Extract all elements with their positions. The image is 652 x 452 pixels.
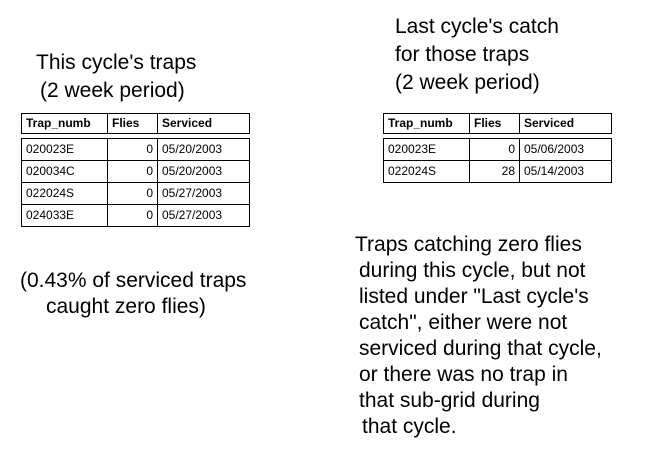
column-header-flies: Flies	[107, 114, 157, 133]
zero-flies-percentage-note	[20, 268, 246, 320]
heading-line: This cycle's traps	[36, 51, 197, 74]
table-row	[384, 160, 611, 182]
flies-cell: 0	[107, 139, 157, 160]
note-line: or there was no trap in	[359, 363, 568, 386]
serviced-date-cell: 05/14/2003	[519, 161, 611, 182]
serviced-date-cell: 05/20/2003	[157, 161, 249, 182]
explanation-note	[355, 232, 602, 440]
last-cycle-table	[383, 113, 612, 183]
table-row	[22, 204, 249, 226]
trap-number-cell: 020023E	[388, 142, 437, 156]
flies-cell: 0	[107, 205, 157, 226]
heading-line: for those traps	[395, 43, 530, 66]
flies-cell: 28	[469, 161, 519, 182]
heading-line: (2 week period)	[40, 79, 185, 102]
note-line: caught zero flies)	[46, 295, 206, 318]
note-line: Traps catching zero flies	[355, 233, 582, 256]
serviced-date-cell: 05/06/2003	[519, 139, 611, 160]
column-header-serviced: Serviced	[157, 114, 249, 133]
table-row	[384, 139, 611, 160]
serviced-date-cell: 05/27/2003	[157, 205, 249, 226]
trap-number-cell: 022024S	[26, 186, 75, 200]
this-cycle-table	[21, 113, 250, 227]
column-header-trap-number: Trap_numb	[26, 116, 91, 130]
trap-number-cell: 020034C	[26, 164, 75, 178]
note-line: listed under "Last cycle's	[359, 285, 589, 308]
note-line: that sub-grid during	[359, 389, 540, 412]
table-body	[21, 138, 250, 227]
serviced-date-cell: 05/20/2003	[157, 139, 249, 160]
flies-cell: 0	[469, 139, 519, 160]
note-line: catch", either were not	[359, 311, 568, 334]
flies-cell: 0	[107, 161, 157, 182]
trap-number-cell: 024033E	[26, 208, 75, 222]
last-cycle-heading	[395, 13, 559, 97]
trap-number-cell: 020023E	[26, 142, 75, 156]
table-header	[383, 113, 612, 134]
this-cycle-heading	[36, 49, 196, 105]
column-header-serviced: Serviced	[519, 114, 611, 133]
table-body	[383, 138, 612, 183]
flies-cell: 0	[107, 183, 157, 204]
note-line: (0.43% of serviced traps	[20, 269, 247, 292]
note-line: that cycle.	[362, 415, 457, 438]
table-row	[22, 160, 249, 182]
table-header	[21, 113, 250, 134]
table-row	[22, 139, 249, 160]
column-header-trap-number: Trap_numb	[388, 116, 453, 130]
heading-line: (2 week period)	[395, 71, 540, 94]
trap-number-cell: 022024S	[388, 164, 437, 178]
note-line: serviced during that cycle,	[359, 337, 602, 360]
heading-line: Last cycle's catch	[395, 15, 559, 38]
column-header-flies: Flies	[469, 114, 519, 133]
table-row	[22, 182, 249, 204]
serviced-date-cell: 05/27/2003	[157, 183, 249, 204]
note-line: during this cycle, but not	[359, 259, 586, 282]
